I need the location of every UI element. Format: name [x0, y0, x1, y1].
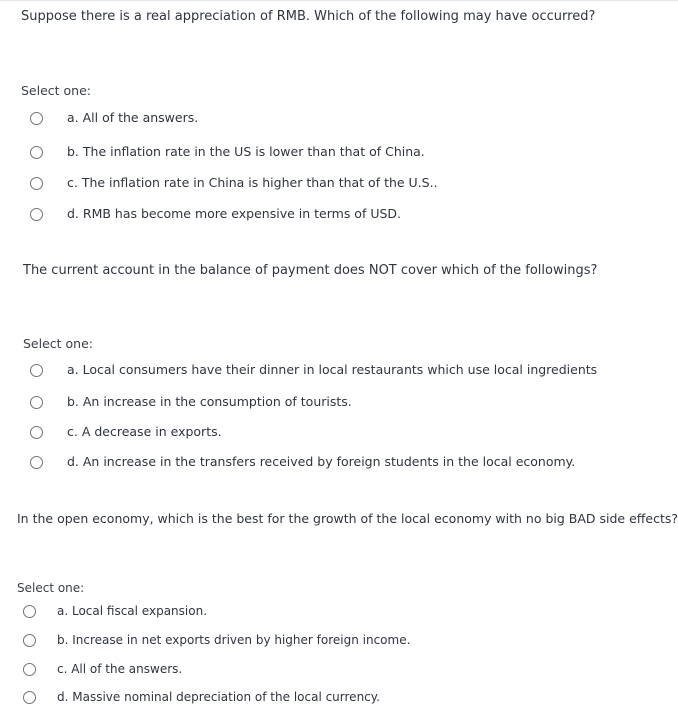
question-1-select-one-label: Select one: — [21, 83, 92, 98]
option-label: c. The inflation rate in China is higher than that of the U.S.. — [67, 175, 438, 190]
option-label: a. Local fiscal expansion. — [57, 604, 208, 618]
question-2-text: The current account in the balance of payment does NOT cover which of the followings? — [23, 263, 598, 278]
option-label: d. An increase in the transfers received by foreign students in the local economy. — [67, 454, 576, 469]
radio-button[interactable] — [30, 456, 43, 469]
option-label: c. All of the answers. — [57, 662, 183, 676]
option-label: d. Massive nominal depreciation of the local currency. — [57, 690, 380, 704]
radio-button[interactable] — [30, 396, 43, 409]
radio-button[interactable] — [30, 146, 43, 159]
option-label: b. Increase in net exports driven by higher foreign income. — [57, 633, 411, 647]
radio-button[interactable] — [23, 691, 36, 704]
radio-button[interactable] — [23, 634, 36, 647]
option-label: b. An increase in the consumption of tourists. — [67, 394, 352, 409]
radio-button[interactable] — [30, 364, 43, 377]
question-2-select-one-label: Select one: — [23, 336, 94, 351]
top-divider — [0, 0, 678, 1]
question-3-text: In the open economy, which is the best for the growth of the local economy with no big BAD side effects? — [17, 511, 678, 526]
option-label: d. RMB has become more expensive in terms of USD. — [67, 206, 402, 221]
radio-button[interactable] — [30, 177, 43, 190]
option-label: c. A decrease in exports. — [67, 424, 222, 439]
radio-button[interactable] — [30, 112, 43, 125]
radio-button[interactable] — [30, 426, 43, 439]
option-label: a. Local consumers have their dinner in local restaurants which use local ingredients — [67, 362, 598, 377]
option-label: b. The inflation rate in the US is lower than that of China. — [67, 144, 425, 159]
option-label: a. All of the answers. — [67, 110, 199, 125]
radio-button[interactable] — [30, 208, 43, 221]
question-3-select-one-label: Select one: — [17, 581, 85, 595]
radio-button[interactable] — [23, 663, 36, 676]
radio-button[interactable] — [23, 605, 36, 618]
question-1-text: Suppose there is a real appreciation of RMB. Which of the following may have occurred? — [21, 9, 596, 24]
